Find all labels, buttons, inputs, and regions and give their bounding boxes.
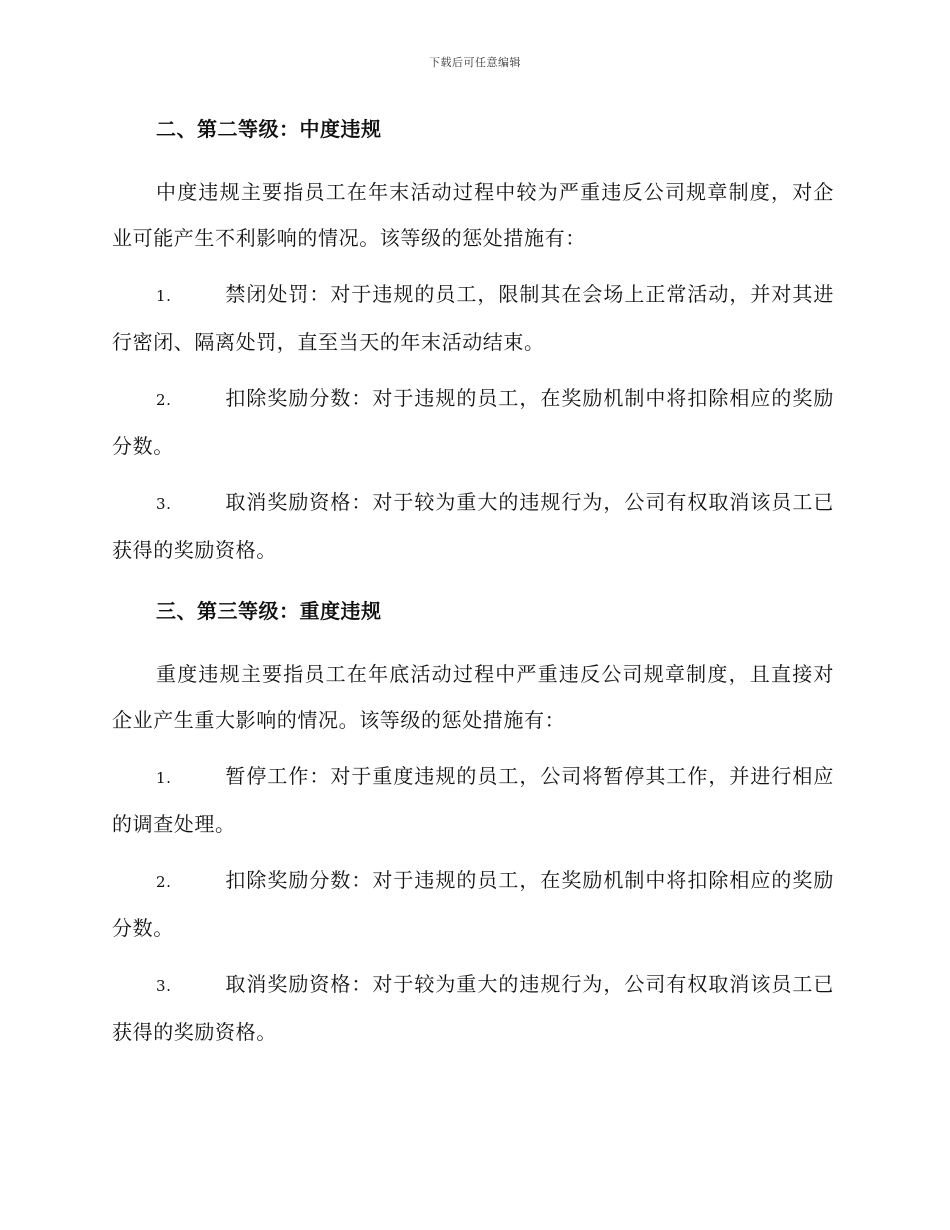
list-item bbox=[112, 857, 834, 951]
section-intro-severe: 重度违规主要指员工在年底活动过程中严重违反公司规章制度，且直接对企业产生重大影响的情况。该等级的惩处措施有： bbox=[112, 662, 834, 732]
list-item-text: 扣除奖励分数：对于违规的员工，在奖励机制中将扣除相应的奖励分数。 bbox=[112, 386, 834, 458]
list-item-number: 3. bbox=[156, 495, 172, 513]
list-item-number: 3. bbox=[156, 977, 172, 995]
list-item bbox=[112, 753, 834, 847]
list-item bbox=[112, 961, 834, 1055]
list-item bbox=[112, 479, 834, 573]
list-item-text: 取消奖励资格：对于较为重大的违规行为，公司有权取消该员工已获得的奖励资格。 bbox=[112, 972, 834, 1044]
section-heading-severe: 三、第三等级：重度违规 bbox=[156, 599, 382, 623]
list-item-text: 取消奖励资格：对于较为重大的违规行为，公司有权取消该员工已获得的奖励资格。 bbox=[112, 490, 834, 562]
section-heading-moderate: 二、第二等级：中度违规 bbox=[156, 117, 382, 141]
list-item-number: 2. bbox=[156, 391, 172, 409]
section-intro-moderate: 中度违规主要指员工在年末活动过程中较为严重违反公司规章制度，对企业可能产生不利影响的情况。该等级的惩处措施有： bbox=[112, 180, 834, 250]
list-item-text: 暂停工作：对于重度违规的员工，公司将暂停其工作，并进行相应的调查处理。 bbox=[112, 764, 834, 836]
list-item bbox=[112, 271, 834, 365]
list-item-text: 禁闭处罚：对于违规的员工，限制其在会场上正常活动，并对其进行密闭、隔离处罚，直至当天的年末活动结束。 bbox=[112, 282, 834, 354]
list-item-number: 2. bbox=[156, 873, 172, 891]
list-item-text: 扣除奖励分数：对于违规的员工，在奖励机制中将扣除相应的奖励分数。 bbox=[112, 868, 834, 940]
document-body bbox=[112, 113, 834, 1055]
list-item-number: 1. bbox=[156, 287, 172, 305]
header-note: 下载后可任意编辑 bbox=[429, 56, 521, 69]
list-item bbox=[112, 375, 834, 469]
list-item-number: 1. bbox=[156, 769, 172, 787]
